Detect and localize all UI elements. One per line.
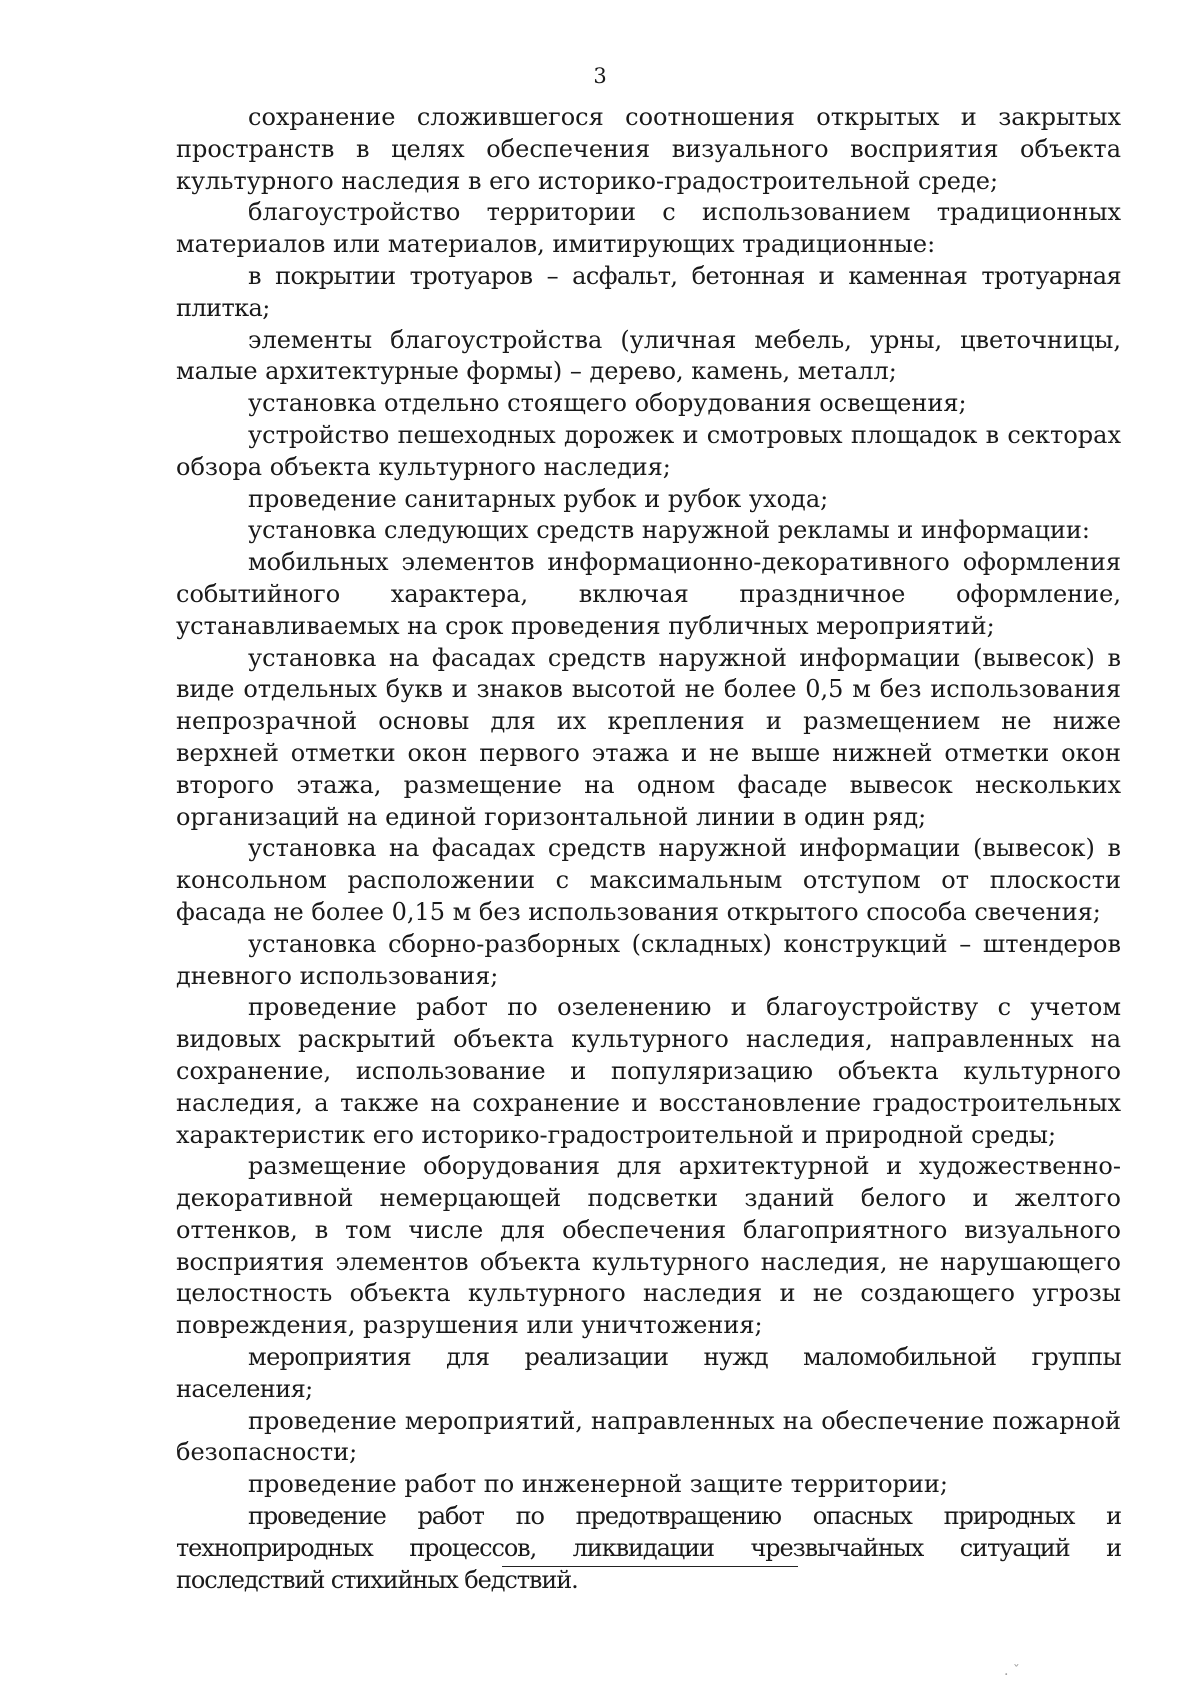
scan-artifact-mark: . ˇ — [1004, 1663, 1020, 1679]
paragraph: установка отдельно стоящего оборудования освещения; — [248, 389, 967, 418]
paragraph: сохранение сложившегося соотношения открытых и закрытых пространств в целях обеспечения визуального восприятия объекта культурного наследия в его историко-градостроительной среде; — [176, 103, 1121, 195]
paragraph: в покрытии тротуаров – асфальт, бетонная и каменная тротуарная плитка; — [176, 261, 1121, 322]
paragraph: элементы благоустройства (уличная мебель, урны, цветочницы, малые архитектурные формы) – дерево, камень, металл; — [176, 325, 1121, 386]
paragraph: мероприятия для реализации нужд маломобильной группы населения; — [176, 1343, 1121, 1403]
document-body — [176, 102, 1121, 1596]
paragraph: устройство пешеходных дорожек и смотровых площадок в секторах обзора объекта культурного наследия; — [176, 420, 1121, 481]
paragraph: размещение оборудования для архитектурной и художественно-декоративной немерцающей подсветки зданий белого и желтого оттенков, в том числе для обеспечения благоприятного визуального восприятия элементов объекта культурного наследия, не нарушающего целостность объекта культурного наследия и не создающего угрозы повреждения, разрушения или уничтожения; — [176, 1152, 1121, 1340]
paragraph: проведение работ по инженерной защите территории; — [248, 1470, 948, 1499]
paragraph: установка следующих средств наружной рекламы и информации: — [248, 516, 1091, 545]
page-number: 3 — [593, 64, 607, 88]
closing-separator-line — [502, 1566, 798, 1567]
paragraph: проведение мероприятий, направленных на обеспечение пожарной безопасности; — [176, 1406, 1121, 1467]
paragraph: проведение санитарных рубок и рубок ухода; — [248, 484, 829, 513]
paragraph: мобильных элементов информационно-декоративного оформления событийного характера, включая праздничное оформление, устанавливаемых на срок проведения публичных мероприятий; — [176, 548, 1121, 640]
paragraph: благоустройство территории с использованием традиционных материалов или материалов, имитирующих традиционные: — [176, 198, 1121, 259]
paragraph: установка на фасадах средств наружной информации (вывесок) в консольном расположении с максимальным отступом от плоскости фасада не более 0,15 м без использования открытого способа свечения; — [176, 834, 1121, 926]
paragraph: установка на фасадах средств наружной информации (вывесок) в виде отдельных букв и знаков высотой не более 0,5 м без использования непрозрачной основы для их крепления и размещением не ниже верхней отметки окон первого этажа и не выше нижней отметки окон второго этажа, размещение на одном фасаде вывесок нескольких организаций на единой горизонтальной линии в один ряд; — [176, 643, 1121, 831]
paragraph: проведение работ по озеленению и благоустройству с учетом видовых раскрытий объекта культурного наследия, направленных на сохранение, использование и популяризацию объекта культурного наследия, а также на сохранение и восстановление градостроительных характеристик его историко-градостроительной и природной среды; — [176, 993, 1121, 1149]
paragraph: проведение работ по предотвращению опасных природных и техноприродных процессов, ликвидации чрезвычайных ситуаций и последствий стихийных бедствий. — [176, 1502, 1121, 1594]
paragraph: установка сборно-разборных (складных) конструкций – штендеров дневного использования; — [176, 929, 1121, 990]
